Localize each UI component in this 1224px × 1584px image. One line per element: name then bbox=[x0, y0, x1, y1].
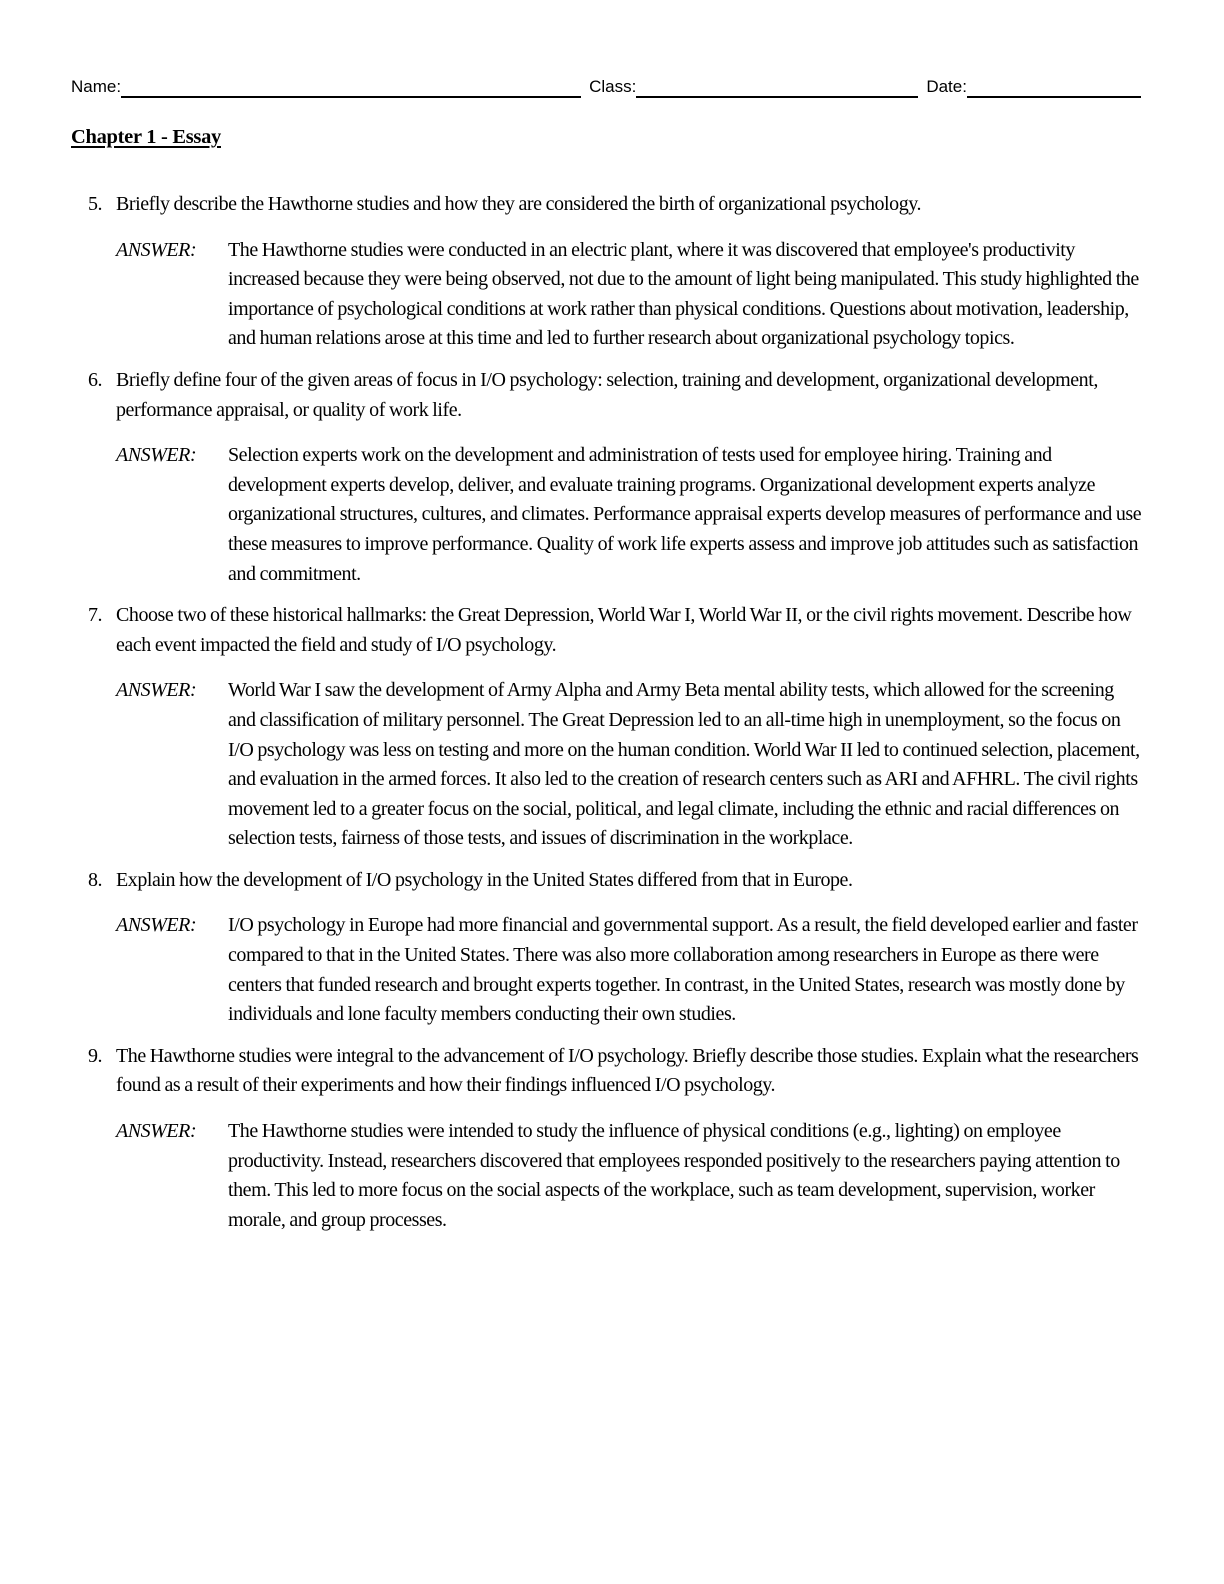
answer-label: ANSWER: bbox=[116, 238, 197, 261]
question-number: 6. bbox=[88, 368, 103, 391]
answer-block bbox=[88, 676, 1144, 854]
name-label: Name: bbox=[71, 77, 122, 96]
question-item bbox=[88, 866, 1144, 1030]
name-blank-line[interactable] bbox=[121, 76, 581, 98]
answer-text: World War I saw the development of Army Alpha and Army Beta mental ability tests, which allowed for the screening and classification of military personnel. The Great Depression led to an all-time high in unemployment, so the focus on I/O psychology was less on testing and more on the human condition. World War II led to continued selection, placement, and evaluation in the armed forces. It also led to the creation of research centers such as ARI and AFHRL. The civil rights movement led to a greater focus on the social, political, and legal climate, including the ethnic and racial differences on selection tests, fairness of those tests, and issues of discrimination in the workplace. bbox=[228, 679, 1140, 850]
answer-text: I/O psychology in Europe had more financial and governmental support. As a result, the field developed earlier and faster compared to that in the United States. There was also more collaboration among researchers in Europe as there were centers that funded research and brought experts together. In contrast, in the United States, research was mostly done by individuals and lone faculty members conducting their own studies. bbox=[228, 914, 1138, 1026]
question-list bbox=[88, 190, 1144, 1247]
question-text: Choose two of these historical hallmarks: the Great Depression, World War I, World War II, or the civil rights movement. Describe how each event impacted the field and study of I/O psychology. bbox=[116, 604, 1132, 656]
answer-block bbox=[88, 1117, 1144, 1235]
question-item bbox=[88, 1042, 1144, 1236]
question-text: The Hawthorne studies were integral to the advancement of I/O psychology. Briefly describe those studies. Explain what the researchers found as a result of their experiments and how their findings influenced I/O psychology. bbox=[116, 1044, 1139, 1097]
date-blank-line[interactable] bbox=[967, 76, 1141, 98]
question-prompt bbox=[88, 601, 1144, 660]
class-blank-line[interactable] bbox=[636, 76, 918, 98]
answer-block bbox=[88, 236, 1144, 354]
question-prompt bbox=[88, 190, 1144, 220]
student-info-header bbox=[71, 72, 1141, 98]
question-item bbox=[88, 601, 1144, 854]
answer-text: The Hawthorne studies were conducted in an electric plant, where it was discovered that employee's productivity increased because they were being observed, not due to the amount of light being manipulated. This study highlighted the importance of psychological conditions at work rather than physical conditions. Questions about motivation, leadership, and human relations arose at this time and led to further research about organizational psychology topics. bbox=[228, 238, 1139, 350]
answer-label: ANSWER: bbox=[116, 444, 197, 467]
answer-label: ANSWER: bbox=[116, 679, 197, 702]
question-number: 8. bbox=[88, 868, 103, 891]
answer-block bbox=[88, 911, 1144, 1029]
question-text: Briefly define four of the given areas of focus in I/O psychology: selection, training and development, organizational development, performance appraisal, or quality of work life. bbox=[116, 368, 1098, 421]
answer-block bbox=[88, 441, 1144, 589]
question-prompt bbox=[88, 866, 1144, 896]
answer-text: Selection experts work on the development and administration of tests used for employee hiring. Training and development experts develop, deliver, and evaluate training programs. Organizational development experts analyze organizational structures, cultures, and climates. Performance appraisal experts develop measures of performance and use these measures to improve performance. Quality of work life experts assess and improve job attitudes such as satisfaction and commitment. bbox=[228, 444, 1142, 585]
chapter-title: Chapter 1 - Essay bbox=[71, 126, 221, 148]
date-label: Date: bbox=[926, 77, 967, 96]
question-item bbox=[88, 366, 1144, 589]
question-text: Briefly describe the Hawthorne studies and how they are considered the birth of organizational psychology. bbox=[116, 193, 922, 215]
answer-label: ANSWER: bbox=[116, 914, 197, 937]
question-number: 7. bbox=[88, 604, 103, 627]
question-text: Explain how the development of I/O psychology in the United States differed from that in Europe. bbox=[116, 868, 853, 891]
class-label: Class: bbox=[589, 77, 637, 96]
question-item bbox=[88, 190, 1144, 354]
question-number: 5. bbox=[88, 193, 103, 215]
answer-text: The Hawthorne studies were intended to study the influence of physical conditions (e.g., lighting) on employee productivity. Instead, researchers discovered that employees responded positively to the researchers paying attention to them. This led to more focus on the social aspects of the workplace, such as team development, supervision, worker morale, and group processes. bbox=[228, 1120, 1120, 1231]
question-prompt bbox=[88, 366, 1144, 425]
question-number: 9. bbox=[88, 1044, 103, 1067]
answer-label: ANSWER: bbox=[116, 1120, 197, 1143]
question-prompt bbox=[88, 1042, 1144, 1101]
